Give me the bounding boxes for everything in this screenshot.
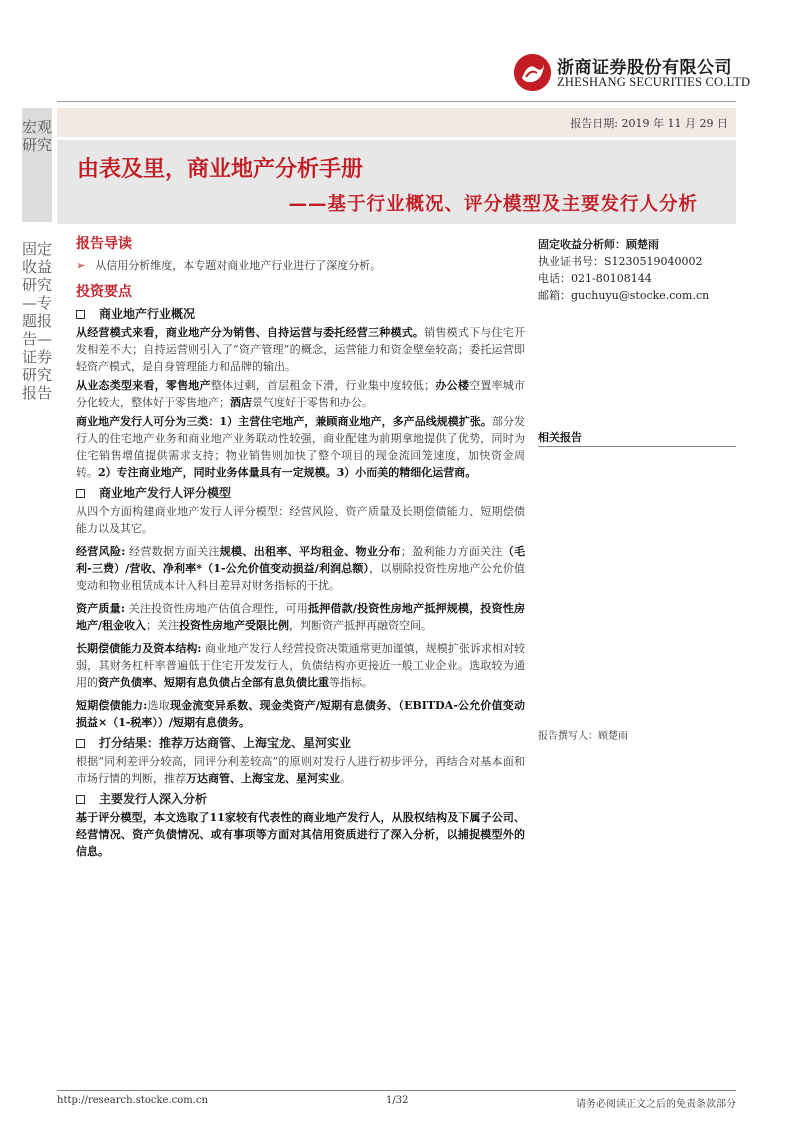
paragraph	[76, 413, 525, 481]
body-text: 关注投资性房地产估值合理性，可用	[128, 602, 308, 615]
report-date: 报告日期: 2019 年 11 月 29 日	[570, 117, 728, 130]
paragraph	[76, 753, 525, 787]
analyst-phone: 电话：021-80108144	[538, 272, 652, 285]
bold-text: 办公楼	[435, 379, 470, 392]
body-text: 选取	[147, 699, 170, 712]
bold-text: 投资性房地产受限比例	[179, 619, 290, 632]
bold-text: 万达商管、上海宝龙、星河实业	[186, 772, 340, 785]
paragraph: 从四个方面构建商业地产发行人评分模型：经营风险、资产质量及长期偿债能力、短期偿债能力以及其它。	[76, 505, 525, 535]
body-text: 等指标。	[329, 676, 373, 689]
bold-text: 现金流变异系数、现金类资产/短期有息债务、（EBITDA-公允价值变动损益×（1-税率））/短期有息债务。	[76, 699, 526, 729]
bold-text: 基于评分模型，本文选取了11家较有代表性的商业地产发行人，从股权结构及下属子公司、经营情况、资产负债情况、或有事项等方面对其信用资质进行了深入分析，以捕捉模型外的信息。	[76, 811, 525, 858]
bold-text: 规模、出租率、平均租金、物业分布	[219, 545, 401, 558]
body-text: 整体过剩，首层租金下滑，行业集中度较低；	[210, 379, 436, 392]
bold-text: 资产负债率、短期有息负债占全部有息负债比重	[98, 676, 329, 689]
section-title: 商业地产行业概况	[99, 307, 196, 321]
body-text: 经营数据方面关注	[129, 545, 220, 558]
sidebar-report-type-text: 固定收益研究—专题报告—证券研究报告	[22, 240, 53, 402]
points-heading: 投资要点	[76, 284, 132, 300]
bold-text: 从业态类型来看，零售地产	[76, 379, 211, 392]
section-industry-overview	[76, 306, 525, 322]
body-text: ，判断资产抵押再融资空间。	[289, 619, 433, 632]
paragraph	[76, 809, 525, 860]
section-title: 主要发行人深入分析	[99, 792, 208, 806]
paragraph	[76, 324, 525, 375]
date-band	[57, 108, 736, 137]
arrow-icon: ➢	[76, 259, 86, 272]
analyst-info	[538, 236, 736, 304]
square-bullet-icon	[76, 310, 85, 319]
title-band	[57, 140, 736, 224]
sidebar-category-text: 宏观研究	[22, 118, 53, 154]
body-text: ，以剔除投资性房地产公允价值变动和物业租赁成本计入科目差异对财务指标的干扰。	[76, 562, 526, 592]
report-subtitle: ——基于行业概况、评分模型及主要发行人分析	[288, 194, 698, 215]
sidebar-category	[22, 108, 52, 222]
paragraph	[76, 377, 525, 411]
body-text: 。	[340, 772, 351, 785]
body-text: 部分发行人的住宅地产业务和商业地产业务联动性较强，商业配建为前期拿地提供了优势，同时为住宅销售增值提供需求支持；物业销售则加快了整个项目的现金流回笼速度，加快资金周转。	[76, 415, 526, 479]
header-divider	[57, 101, 736, 102]
related-divider	[538, 446, 736, 447]
guide-bullet-text: 从信用分析维度，本专题对商业地产行业进行了深度分析。	[95, 259, 382, 272]
zheshang-logo-icon	[514, 54, 551, 91]
section-issuer-analysis	[76, 791, 525, 807]
paragraph	[76, 543, 525, 594]
paragraph	[76, 640, 525, 691]
body-text: 销售模式下与住宅开发相差不大；自持运营则引入了“资产管理”的概念，运营能力和资金壁垒较高；委托运营即轻资产模式，是自身管理能力和品牌的输出。	[76, 326, 526, 373]
square-bullet-icon	[76, 489, 85, 498]
body-text: 根据“同利差评分较高，同评分利差较高”的原则对发行人进行初步评分，再结合对基本面和市场行情的判断，推荐	[76, 755, 525, 785]
paragraph	[76, 600, 525, 634]
main-content	[76, 234, 525, 860]
bold-text: 酒店	[230, 396, 252, 409]
guide-bullet	[76, 258, 525, 274]
guide-heading: 报告导读	[76, 236, 132, 252]
report-writer: 报告撰写人：顾楚雨	[538, 731, 628, 742]
related-reports-heading: 相关报告	[538, 431, 582, 444]
section-scoring-model	[76, 485, 525, 501]
bold-text: 经营风险:	[76, 545, 126, 558]
analyst-email[interactable]: 邮箱：guchuyu@stocke.com.cn	[538, 289, 710, 302]
section-scoring-result	[76, 735, 525, 751]
section-title: 商业地产发行人评分模型	[99, 486, 232, 500]
footer-url[interactable]: http://research.stocke.com.cn	[57, 1095, 208, 1106]
sidebar-report-type	[22, 230, 52, 590]
report-title: 由表及里，商业地产分析手册	[77, 157, 364, 182]
bold-text: 长期偿债能力及资本结构:	[76, 642, 202, 655]
bold-text: 2）专注商业地产，同时业务体量具有一定规模。3）小而美的精细化运营商。	[98, 466, 477, 479]
company-name-en: ZHESHANG SECURITIES CO.LTD	[557, 75, 751, 89]
body-text: ；盈利能力方面关注	[400, 545, 503, 558]
square-bullet-icon	[76, 739, 85, 748]
bold-text: 商业地产发行人可分为三类：1）主营住宅地产，兼顾商业地产，多产品线规模扩张。	[76, 415, 492, 428]
footer-divider	[57, 1090, 736, 1091]
body-text: 景气度好于零售和办公。	[252, 396, 373, 409]
square-bullet-icon	[76, 795, 85, 804]
bold-text: 从经营模式来看，商业地产分为销售、自持运营与委托经营三种模式。	[76, 326, 425, 339]
bold-text: 短期偿债能力:	[76, 699, 148, 712]
bold-text: 抵押借款/投资性房地产抵押规模，投资性房地产/租金收入	[76, 602, 526, 632]
body-text: ；关注	[146, 619, 180, 632]
body-text: 空置率城市分化较大，整体好于零售地产；	[76, 379, 526, 409]
bold-text: 资产质量:	[76, 602, 125, 615]
footer-disclaimer: 请务必阅读正文之后的免责条款部分	[576, 1099, 736, 1110]
analyst-title: 固定收益分析师：顾楚雨	[538, 238, 659, 251]
analyst-license: 执业证书号：S1230519040002	[538, 255, 703, 268]
body-text: 商业地产发行人经营投资决策通常更加谨慎，规模扩张诉求相对较弱，其财务杠杆率普遍低于住宅开发发行人，负债结构亦更接近一般工业企业。选取较为通用的	[76, 642, 526, 689]
section-title: 打分结果：推荐万达商管、上海宝龙、星河实业	[99, 736, 352, 750]
page-number: 1/32	[386, 1095, 409, 1106]
bold-text: （毛利-三费）/营收、净利率*（1-公允价值变动损益/利润总额）	[76, 545, 526, 575]
company-name-cn: 浙商证券股份有限公司	[557, 58, 732, 78]
paragraph	[76, 697, 525, 731]
